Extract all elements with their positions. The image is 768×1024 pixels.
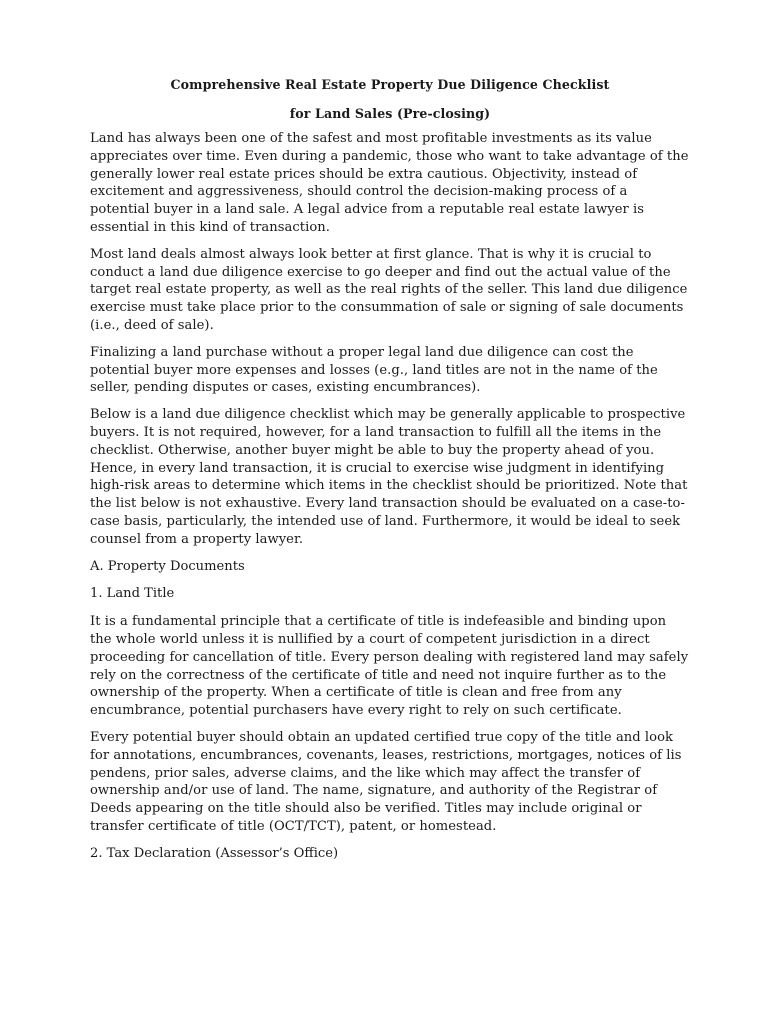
intro-paragraph-1: Land has always been one of the safest and most profitable investments as its value appreciates over time. Even during a pandemic, those who want to take advantage of the generally lower real estate prices should be extra cautious. Objectivity, instead of excitement and aggressiveness, should control the decision-making process of a potential buyer in a land sale. A legal advice from a reputable real estate lawyer is essential in this kind of transaction. <box>90 131 689 235</box>
section-heading-property-documents: A. Property Documents <box>90 558 245 574</box>
land-title-paragraph-2: Every potential buyer should obtain an updated certified true copy of the title and look for annotations, encumbrances, covenants, leases, restrictions, mortgages, notices of lis pendens, prior sales, adverse claims, and the like which may affect the transfer of ownership and/or use of land. The name, signature, and authority of the Registrar of Deeds appearing on the title should also be verified. Titles may include original or transfer certificate of title (OCT/TCT), patent, or homestead. <box>90 729 682 834</box>
intro-paragraph-2: Most land deals almost always look better at first glance. That is why it is crucial to conduct a land due diligence exercise to go deeper and find out the actual value of the target real estate property, as well as the real rights of the seller. This land due diligence exercise must take place prior to the consummation of sale or signing of sale documents (i.e., deed of sale). <box>90 246 688 333</box>
document-page <box>90 76 690 872</box>
document-subtitle: for Land Sales (Pre-closing) <box>289 106 491 121</box>
item-heading-land-title: 1. Land Title <box>90 586 175 602</box>
land-title-paragraph-1: It is a fundamental principle that a certificate of title is indefeasible and binding upon the whole world unless it is nullified by a court of competent jurisdiction in a direct proceeding for cancellation of title. Every person dealing with registered land may safely rely on the correctness of the certificate of title and need not inquire further as to the ownership of the property. When a certificate of title is clean and free from any encumbrance, potential purchasers have every right to rely on such certificate. <box>90 614 689 719</box>
item-heading-tax-declaration: 2. Tax Declaration (Assessor’s Office) <box>90 845 339 861</box>
intro-paragraph-4: Below is a land due diligence checklist which may be generally applicable to prospective buyers. It is not required, however, for a land transaction to fulfill all the items in the checklist. Otherwise, another buyer might be able to buy the property ahead of you. Hence, in every land transaction, it is crucial to exercise wise judgment in identifying high-risk areas to determine which items in the checklist should be prioritized. Note that the list below is not exhaustive. Every land transaction should be evaluated on a case-to-case basis, particularly, the intended use of land. Furthermore, it would be ideal to seek counsel from a property lawyer. <box>90 407 688 547</box>
intro-paragraph-3: Finalizing a land purchase without a proper legal land due diligence can cost the potential buyer more expenses and losses (e.g., land titles are not in the name of the seller, pending disputes or cases, existing encumbrances). <box>90 344 658 396</box>
document-title: Comprehensive Real Estate Property Due Diligence Checklist <box>170 77 610 92</box>
